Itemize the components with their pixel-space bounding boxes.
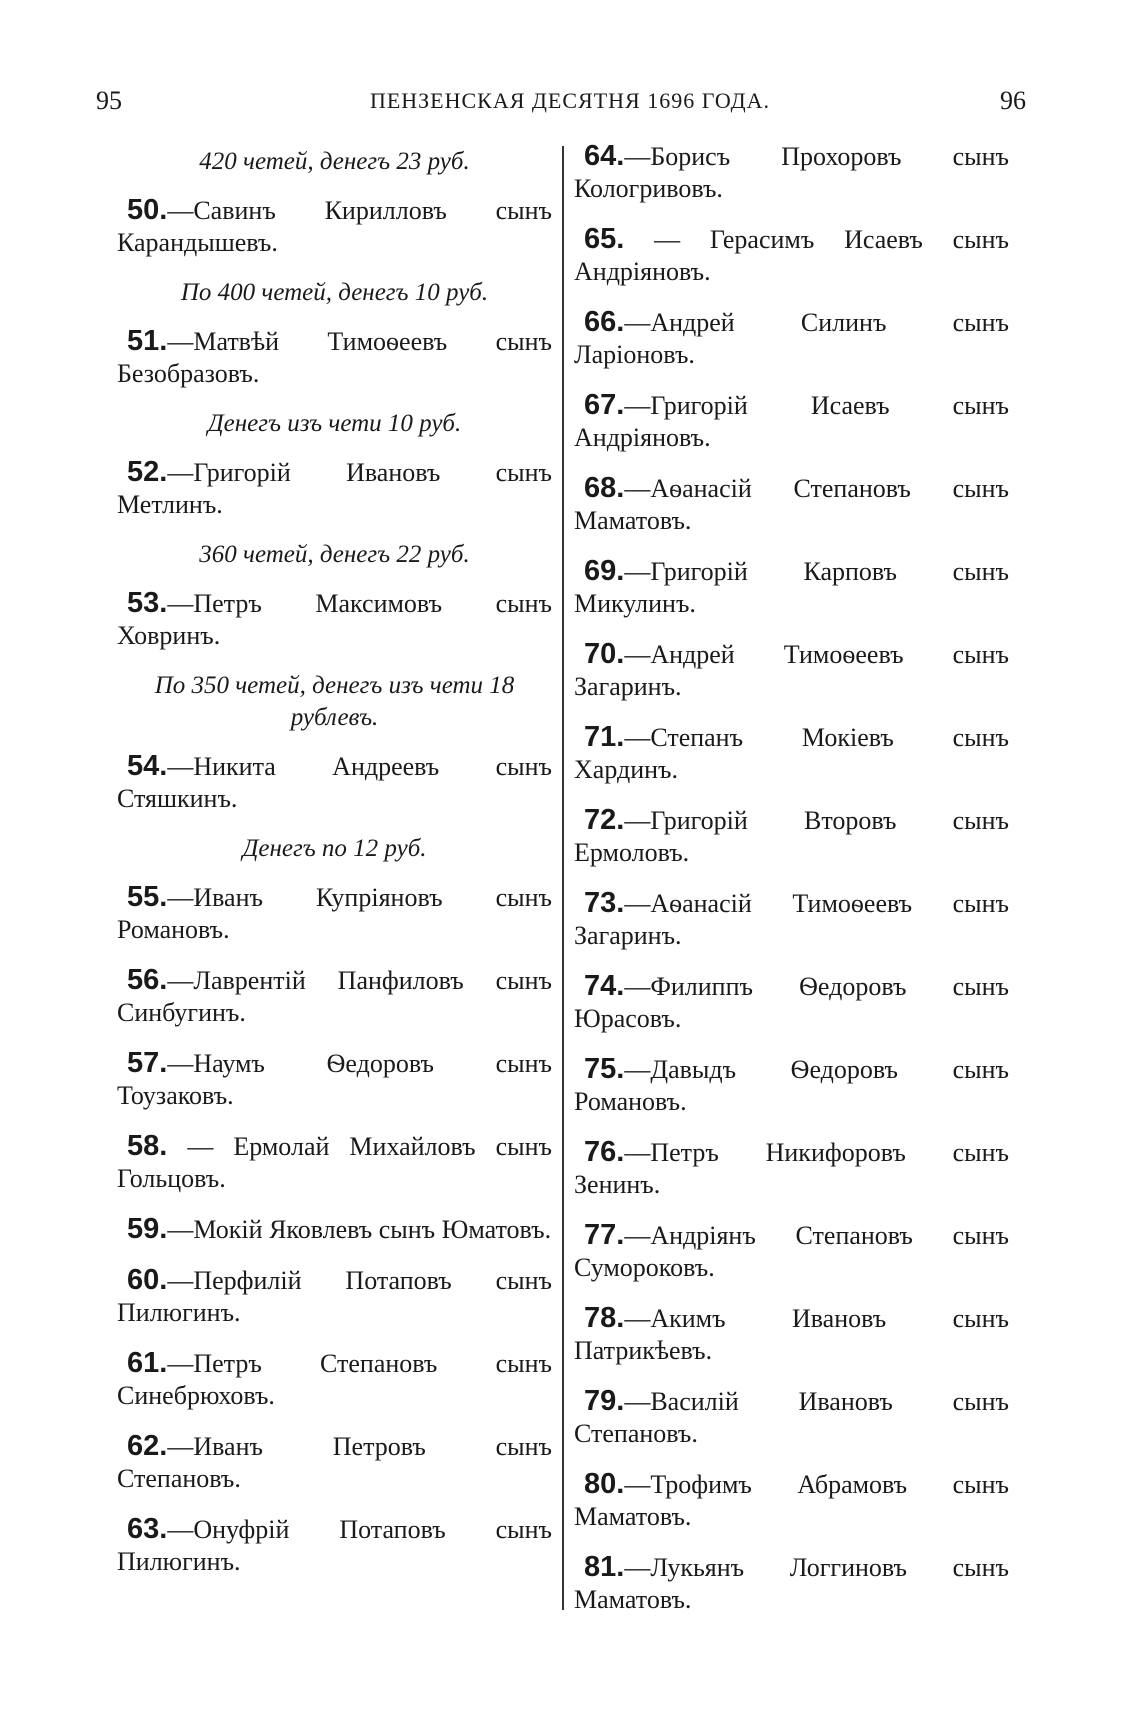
- entry-name: —Петръ Максимовъ сынъ Ховринъ.: [117, 589, 552, 650]
- entry-name: —Лаврентій Панфиловъ сынъ Синбугинъ.: [117, 966, 552, 1027]
- entry-number: 80.: [584, 1468, 625, 1500]
- entry-name: — Ермолай Михайловъ сынъ Гольцовъ.: [117, 1132, 552, 1193]
- page-number-left: 95: [96, 86, 122, 115]
- entry-number: 78.: [584, 1302, 625, 1334]
- entry-name: —Перфилій Потаповъ сынъ Пилюгинъ.: [117, 1266, 552, 1327]
- roster-entry: [117, 1047, 552, 1112]
- column-divider: [562, 146, 564, 1610]
- roster-entry: [117, 587, 552, 652]
- entry-number: 65.: [584, 223, 625, 255]
- left-column: [117, 140, 552, 1596]
- roster-entry: [574, 1219, 1009, 1284]
- entry-number: 59.: [127, 1213, 168, 1245]
- running-title: ПЕНЗЕНСКАЯ ДЕСЯТНЯ 1696 ГОДА.: [369, 88, 771, 113]
- roster-entry: [574, 1302, 1009, 1367]
- entry-number: 73.: [584, 887, 625, 919]
- roster-entry: [574, 389, 1009, 454]
- roster-entry: [117, 194, 552, 259]
- entry-name: —Борисъ Прохоровъ сынъ Кологривовъ.: [574, 142, 1009, 203]
- entry-number: 51.: [127, 325, 168, 357]
- entry-name: —Онуфрій Потаповъ сынъ Пилюгинъ.: [117, 1515, 552, 1576]
- roster-entry: [117, 1264, 552, 1329]
- entry-name: —Никита Андреевъ сынъ Стяшкинъ.: [117, 752, 552, 813]
- entry-number: 77.: [584, 1219, 625, 1251]
- entry-name: —Иванъ Купріяновъ сынъ Романовъ.: [117, 883, 552, 944]
- entry-number: 62.: [127, 1430, 168, 1462]
- roster-entry: [117, 750, 552, 815]
- roster-entry: [574, 970, 1009, 1035]
- roster-entry: [574, 472, 1009, 537]
- entry-name: —Трофимъ Абрамовъ сынъ Маматовъ.: [574, 1470, 1009, 1531]
- rank-heading: Денегъ изъ чети 10 руб.: [207, 410, 462, 437]
- roster-entry: [574, 887, 1009, 952]
- entry-name: —Лукьянъ Логгиновъ сынъ Маматовъ.: [574, 1553, 1009, 1614]
- roster-entry: [574, 1053, 1009, 1118]
- roster-entry: [117, 456, 552, 521]
- entry-number: 61.: [127, 1347, 168, 1379]
- rank-heading: 360 четей, денегъ 22 руб.: [199, 541, 470, 568]
- page-number-right: 96: [1000, 86, 1026, 115]
- roster-entry: [574, 638, 1009, 703]
- roster-entry: [574, 1468, 1009, 1533]
- rank-heading: 420 четей, денегъ 23 руб.: [199, 148, 470, 175]
- roster-entry: [574, 1136, 1009, 1201]
- entry-name: —Петръ Степановъ сынъ Синебрюховъ.: [117, 1349, 552, 1410]
- entry-number: 64.: [584, 140, 625, 172]
- rank-heading: По 350 четей, денегъ изъ чети 18 рублевъ.: [154, 672, 515, 731]
- entry-name: —Петръ Никифоровъ сынъ Зенинъ.: [574, 1138, 1009, 1199]
- entry-number: 55.: [127, 881, 168, 913]
- roster-entry: [117, 1130, 552, 1195]
- roster-entry: [574, 555, 1009, 620]
- entry-number: 56.: [127, 964, 168, 996]
- entry-name: —Аѳанасій Тимоѳеевъ сынъ Загаринъ.: [574, 889, 1009, 950]
- entry-number: 74.: [584, 970, 625, 1002]
- entry-number: 72.: [584, 804, 625, 836]
- entry-number: 50.: [127, 194, 168, 226]
- entry-number: 57.: [127, 1047, 168, 1079]
- roster-entry: [117, 1513, 552, 1578]
- entry-name: —Матвѣй Тимоѳеевъ сынъ Безобразовъ.: [117, 327, 552, 388]
- entry-name: —Аѳанасій Степановъ сынъ Маматовъ.: [574, 474, 1009, 535]
- entry-name: — Герасимъ Исаевъ сынъ Андріяновъ.: [574, 225, 1009, 286]
- entry-name: —Иванъ Петровъ сынъ Степановъ.: [117, 1432, 552, 1493]
- roster-entry: [574, 223, 1009, 288]
- entry-number: 66.: [584, 306, 625, 338]
- entry-number: 70.: [584, 638, 625, 670]
- entry-name: —Наумъ Ѳедоровъ сынъ Тоузаковъ.: [117, 1049, 552, 1110]
- running-header: [0, 82, 1140, 122]
- entry-name: —Мокій Яковлевъ сынъ Юматовъ.: [167, 1215, 552, 1244]
- roster-entry: [117, 1347, 552, 1412]
- roster-entry: [574, 804, 1009, 869]
- entry-number: 68.: [584, 472, 625, 504]
- entry-name: —Григорій Карповъ сынъ Микулинъ.: [574, 557, 1009, 618]
- roster-entry: [574, 721, 1009, 786]
- entry-name: —Степанъ Мокіевъ сынъ Хардинъ.: [574, 723, 1009, 784]
- entry-number: 63.: [127, 1513, 168, 1545]
- roster-entry: [117, 1430, 552, 1495]
- entry-name: —Савинъ Кирилловъ сынъ Карандышевъ.: [117, 196, 552, 257]
- entry-name: —Филиппъ Ѳедоровъ сынъ Юрасовъ.: [574, 972, 1009, 1033]
- entry-name: —Андріянъ Степановъ сынъ Сумороковъ.: [574, 1221, 1009, 1282]
- entry-name: —Григорій Исаевъ сынъ Андріяновъ.: [574, 391, 1009, 452]
- entry-number: 69.: [584, 555, 625, 587]
- roster-entry: [117, 325, 552, 390]
- right-column: [574, 140, 1009, 1634]
- entry-name: —Давыдъ Ѳедоровъ сынъ Романовъ.: [574, 1055, 1009, 1116]
- entry-number: 54.: [127, 750, 168, 782]
- entry-name: —Андрей Силинъ сынъ Ларіоновъ.: [574, 308, 1009, 369]
- entry-number: 53.: [127, 587, 168, 619]
- entry-number: 79.: [584, 1385, 625, 1417]
- roster-entry: [117, 964, 552, 1029]
- entry-number: 75.: [584, 1053, 625, 1085]
- roster-entry: [574, 1385, 1009, 1450]
- rank-heading: Денегъ по 12 руб.: [242, 835, 427, 862]
- entry-name: —Акимъ Ивановъ сынъ Патрикѣевъ.: [574, 1304, 1009, 1365]
- entry-name: —Григорій Второвъ сынъ Ермоловъ.: [574, 806, 1009, 867]
- roster-entry: [117, 1213, 552, 1246]
- entry-name: —Григорій Ивановъ сынъ Метлинъ.: [117, 458, 552, 519]
- entry-number: 58.: [127, 1130, 168, 1162]
- entry-number: 52.: [127, 456, 168, 488]
- entry-name: —Василій Ивановъ сынъ Степановъ.: [574, 1387, 1009, 1448]
- entry-number: 60.: [127, 1264, 168, 1296]
- entry-number: 76.: [584, 1136, 625, 1168]
- entry-number: 67.: [584, 389, 625, 421]
- roster-entry: [574, 306, 1009, 371]
- entry-name: —Андрей Тимоѳеевъ сынъ Загаринъ.: [574, 640, 1009, 701]
- roster-entry: [117, 881, 552, 946]
- roster-entry: [574, 1551, 1009, 1616]
- entry-number: 81.: [584, 1551, 625, 1583]
- rank-heading: По 400 четей, денегъ 10 руб.: [180, 279, 489, 306]
- roster-entry: [574, 140, 1009, 205]
- entry-number: 71.: [584, 721, 625, 753]
